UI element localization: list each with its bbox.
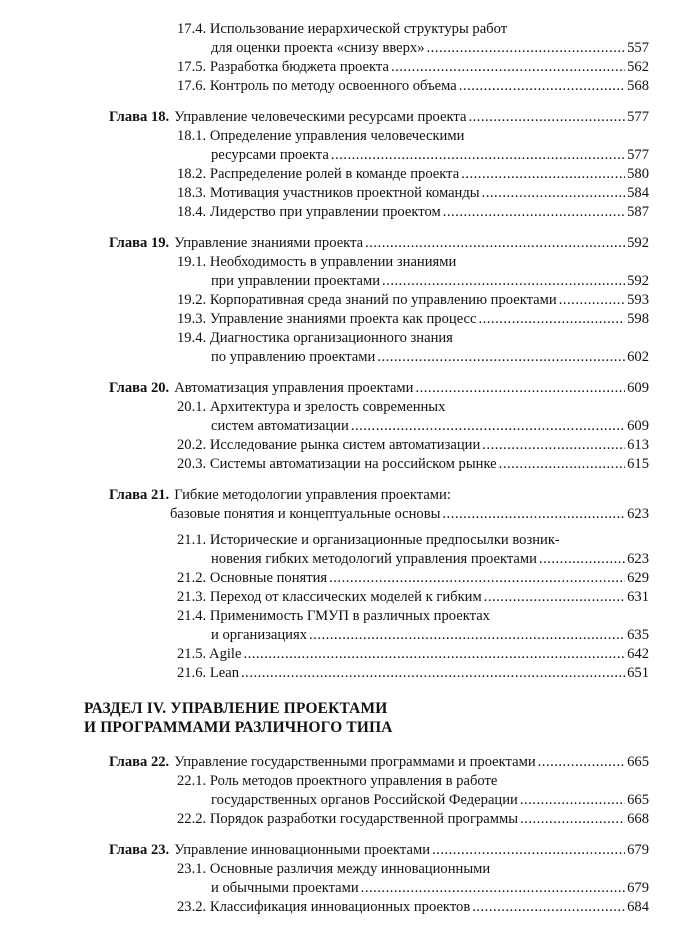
page-number: 609 bbox=[627, 418, 649, 434]
dot-leader bbox=[309, 626, 625, 645]
page-number: 651 bbox=[627, 665, 649, 681]
entry-title: при управлении проектами bbox=[211, 273, 381, 289]
entry-title: и организациях bbox=[211, 627, 308, 643]
entry-title: систем автоматизации bbox=[211, 418, 349, 434]
part-title-line: РАЗДЕЛ IV. УПРАВЛЕНИЕ ПРОЕКТАМИ bbox=[84, 700, 388, 717]
toc-block bbox=[0, 486, 699, 683]
toc-section-entry bbox=[0, 310, 699, 329]
block-gap bbox=[0, 96, 699, 108]
entry-title: 20.3. Системы автоматизации на российском рынке bbox=[177, 456, 497, 472]
page-number: 609 bbox=[627, 380, 649, 396]
page-number: 623 bbox=[627, 551, 649, 567]
entry-title: Гибкие методологии управления проектами: bbox=[174, 487, 451, 503]
dot-leader bbox=[365, 234, 625, 253]
toc-section-entry bbox=[0, 20, 699, 39]
toc-section-entry bbox=[0, 645, 699, 664]
entry-title: базовые понятия и концептуальные основы bbox=[170, 506, 441, 522]
dot-leader bbox=[442, 505, 625, 524]
toc-block bbox=[0, 753, 699, 829]
page-number: 584 bbox=[627, 185, 649, 201]
page-number: 577 bbox=[627, 109, 649, 125]
dot-leader bbox=[427, 39, 626, 58]
page-number: 642 bbox=[627, 646, 649, 662]
page-number: 557 bbox=[627, 40, 649, 56]
toc-section-entry bbox=[0, 417, 699, 436]
page-number: 587 bbox=[627, 204, 649, 220]
entry-title: Управление человеческими ресурсами проекта bbox=[174, 109, 467, 125]
entry-title: 17.5. Разработка бюджета проекта bbox=[177, 59, 389, 75]
dot-leader bbox=[482, 436, 625, 455]
toc-section-entry bbox=[0, 253, 699, 272]
dot-leader bbox=[559, 291, 625, 310]
toc-section-entry bbox=[0, 531, 699, 550]
entry-title: 18.2. Распределение ролей в команде проекта bbox=[177, 166, 460, 182]
toc-section-entry bbox=[0, 664, 699, 683]
page-number: 613 bbox=[627, 437, 649, 453]
dot-leader bbox=[377, 348, 625, 367]
page-number: 562 bbox=[627, 59, 649, 75]
block-gap bbox=[0, 683, 699, 699]
dot-leader bbox=[329, 569, 625, 588]
toc-section-entry bbox=[0, 184, 699, 203]
dot-leader bbox=[539, 550, 625, 569]
entry-title: 21.2. Основные понятия bbox=[177, 570, 328, 586]
page-number: 631 bbox=[627, 589, 649, 605]
page-number: 615 bbox=[627, 456, 649, 472]
toc-block bbox=[0, 108, 699, 222]
page-number: 577 bbox=[627, 147, 649, 163]
entry-title: и обычными проектами bbox=[211, 880, 359, 896]
toc-chapter-entry bbox=[0, 753, 699, 772]
entry-title: 19.4. Диагностика организационного знания bbox=[177, 330, 453, 346]
toc-block bbox=[0, 379, 699, 474]
entry-title: 17.4. Использование иерархической структуры работ bbox=[177, 21, 508, 37]
entry-title: 18.3. Мотивация участников проектной команды bbox=[177, 185, 480, 201]
page-number: 580 bbox=[627, 166, 649, 182]
page-number: 602 bbox=[627, 349, 649, 365]
entry-title: новения гибких методологий управления проектами bbox=[211, 551, 537, 567]
dot-leader bbox=[382, 272, 625, 291]
page-number: 679 bbox=[627, 842, 649, 858]
block-gap bbox=[0, 829, 699, 841]
toc-section-entry bbox=[0, 39, 699, 58]
entry-title: 21.6. Lean bbox=[177, 665, 240, 681]
chapter-label: Глава 19. bbox=[109, 235, 170, 251]
chapter-label: Глава 22. bbox=[109, 754, 170, 770]
toc-section-entry bbox=[0, 588, 699, 607]
page-number: 598 bbox=[627, 311, 649, 327]
toc-chapter-entry bbox=[0, 108, 699, 127]
chapter-label: Глава 18. bbox=[109, 109, 170, 125]
entry-title: 20.1. Архитектура и зрелость современных bbox=[177, 399, 446, 415]
dot-leader bbox=[461, 165, 625, 184]
chapter-label: Глава 21. bbox=[109, 487, 170, 503]
toc-chapter-entry bbox=[0, 486, 699, 505]
entry-title: 19.3. Управление знаниями проекта как процесс bbox=[177, 311, 477, 327]
entry-title: Управление знаниями проекта bbox=[174, 235, 364, 251]
block-gap bbox=[0, 367, 699, 379]
toc-section-entry bbox=[0, 772, 699, 791]
toc-section-entry bbox=[0, 398, 699, 417]
toc-section-entry bbox=[0, 569, 699, 588]
entry-title: 18.4. Лидерство при управлении проектом bbox=[177, 204, 441, 220]
page-number: 635 bbox=[627, 627, 649, 643]
toc-section-entry bbox=[0, 550, 699, 569]
dot-leader bbox=[479, 310, 626, 329]
dot-leader bbox=[432, 841, 625, 860]
block-gap bbox=[0, 222, 699, 234]
entry-title: 19.1. Необходимость в управлении знаниями bbox=[177, 254, 457, 270]
entry-title: 22.2. Порядок разработки государственной программы bbox=[177, 811, 519, 827]
page-number: 684 bbox=[627, 899, 649, 915]
dot-leader bbox=[520, 791, 625, 810]
dot-leader bbox=[331, 146, 625, 165]
dot-leader bbox=[391, 58, 625, 77]
page-number: 665 bbox=[627, 792, 649, 808]
entry-title: 21.3. Переход от классических моделей к гибким bbox=[177, 589, 482, 605]
toc-section-entry bbox=[0, 348, 699, 367]
part-heading bbox=[0, 699, 699, 737]
dot-leader bbox=[520, 810, 625, 829]
toc-section-entry bbox=[0, 165, 699, 184]
dot-leader bbox=[499, 455, 625, 474]
chapter-label: Глава 20. bbox=[109, 380, 170, 396]
entry-title: 19.2. Корпоративная среда знаний по управлению проектами bbox=[177, 292, 557, 308]
page-number: 668 bbox=[627, 811, 649, 827]
dot-leader bbox=[415, 379, 625, 398]
entry-title: ресурсами проекта bbox=[211, 147, 329, 163]
toc-chapter-entry bbox=[0, 841, 699, 860]
entry-title: по управлению проектами bbox=[211, 349, 376, 365]
page-number: 593 bbox=[627, 292, 649, 308]
dot-leader bbox=[482, 184, 626, 203]
toc-section-entry bbox=[0, 626, 699, 645]
chapter-label: Глава 23. bbox=[109, 842, 170, 858]
entry-title: 18.1. Определение управления человеческими bbox=[177, 128, 465, 144]
toc-section-entry bbox=[0, 203, 699, 222]
entry-title: 17.6. Контроль по методу освоенного объема bbox=[177, 78, 457, 94]
toc-chapter-entry bbox=[0, 234, 699, 253]
entry-title: 23.2. Классификация инновационных проектов bbox=[177, 899, 471, 915]
entry-title: Управление государственными программами и проектами bbox=[174, 754, 536, 770]
toc-section-entry bbox=[0, 329, 699, 348]
entry-title: 21.5. Agile bbox=[177, 646, 242, 662]
page-number: 592 bbox=[627, 273, 649, 289]
toc-section-entry bbox=[0, 505, 699, 524]
entry-title: государственных органов Российской Федерации bbox=[211, 792, 518, 808]
entry-title: 23.1. Основные различия между инновационными bbox=[177, 861, 491, 877]
block-gap bbox=[0, 737, 699, 753]
toc-section-entry bbox=[0, 455, 699, 474]
dot-leader bbox=[484, 588, 625, 607]
line-spacer bbox=[0, 524, 699, 531]
toc-block bbox=[0, 841, 699, 917]
entry-title: Управление инновационными проектами bbox=[174, 842, 431, 858]
toc-section-entry bbox=[0, 860, 699, 879]
toc-chapter-entry bbox=[0, 379, 699, 398]
part-title-line: И ПРОГРАММАМИ РАЗЛИЧНОГО ТИПА bbox=[84, 719, 393, 736]
entry-title: 20.2. Исследование рынка систем автоматизации bbox=[177, 437, 481, 453]
dot-leader bbox=[459, 77, 625, 96]
dot-leader bbox=[241, 664, 625, 683]
page-number: 629 bbox=[627, 570, 649, 586]
entry-title: 22.1. Роль методов проектного управления в работе bbox=[177, 773, 498, 789]
dot-leader bbox=[468, 108, 625, 127]
page-number: 568 bbox=[627, 78, 649, 94]
toc-section-entry bbox=[0, 436, 699, 455]
entry-title: 21.1. Исторические и организационные предпосылки возник- bbox=[177, 532, 560, 548]
page-number: 592 bbox=[627, 235, 649, 251]
entry-title: 21.4. Применимость ГМУП в различных проектах bbox=[177, 608, 490, 624]
toc-section-entry bbox=[0, 291, 699, 310]
toc-section-entry bbox=[0, 272, 699, 291]
dot-leader bbox=[472, 898, 625, 917]
block-gap bbox=[0, 474, 699, 486]
dot-leader bbox=[443, 203, 625, 222]
dot-leader bbox=[243, 645, 625, 664]
entry-title: Автоматизация управления проектами bbox=[174, 380, 414, 396]
toc-section-entry bbox=[0, 77, 699, 96]
toc-section-entry bbox=[0, 791, 699, 810]
dot-leader bbox=[351, 417, 625, 436]
toc-section-entry bbox=[0, 146, 699, 165]
toc-block bbox=[0, 20, 699, 96]
dot-leader bbox=[361, 879, 625, 898]
page-number: 623 bbox=[627, 506, 649, 522]
toc-section-entry bbox=[0, 879, 699, 898]
toc-section-entry bbox=[0, 127, 699, 146]
page-number: 665 bbox=[627, 754, 649, 770]
toc-section-entry bbox=[0, 58, 699, 77]
page-number: 679 bbox=[627, 880, 649, 896]
toc-section-entry bbox=[0, 898, 699, 917]
entry-title: для оценки проекта «снизу вверх» bbox=[211, 40, 425, 56]
toc-block bbox=[0, 234, 699, 367]
toc-section-entry bbox=[0, 810, 699, 829]
toc-section-entry bbox=[0, 607, 699, 626]
dot-leader bbox=[538, 753, 625, 772]
